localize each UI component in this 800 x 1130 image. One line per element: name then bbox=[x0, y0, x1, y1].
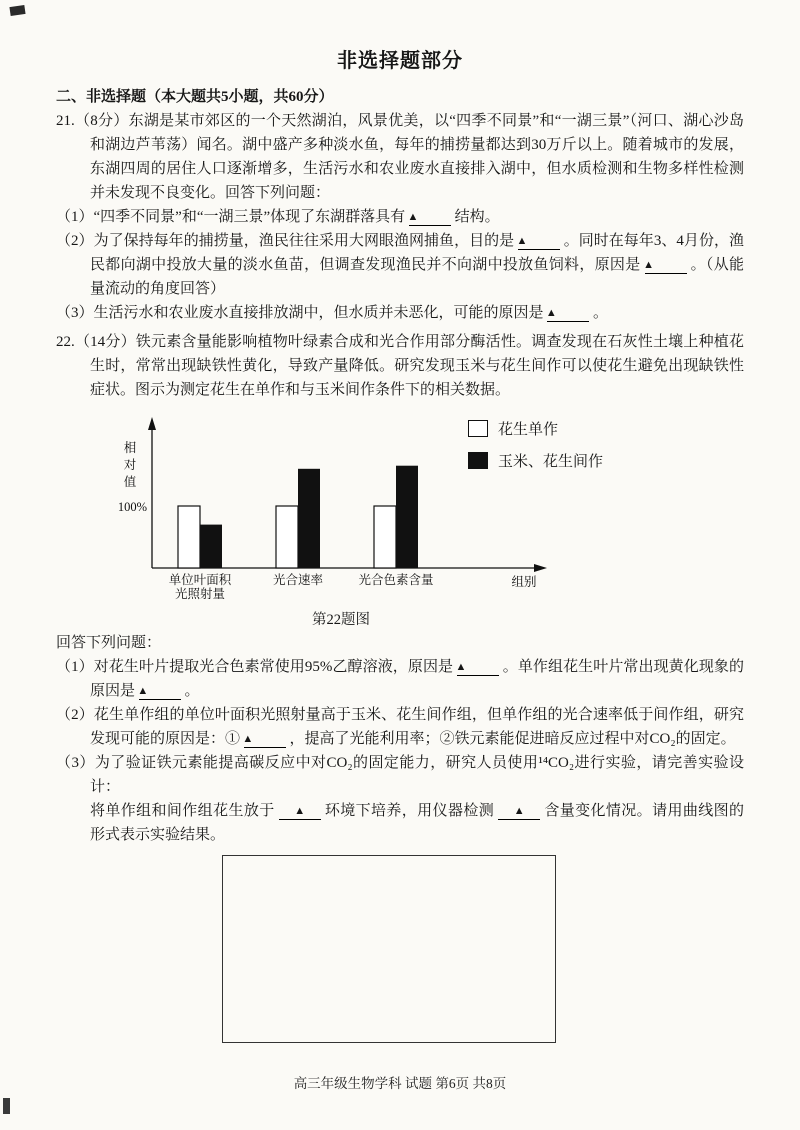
legend-item-monoculture bbox=[468, 418, 603, 439]
page-footer: 高三年级生物学科 试题 第6页 共8页 bbox=[293, 1076, 507, 1091]
category-label: 光合速率 bbox=[272, 573, 324, 587]
answer-blank[interactable]: ▲ bbox=[139, 684, 181, 700]
question-21-part1: （1）“四季不同景”和“一湖三景”体现了东湖群落具有 ▲ 结构。 bbox=[56, 209, 500, 225]
question-22-part2: （2）花生单作组的单位叶面积光照射量高于玉米、花生间作组，但单作组的光合速率低于间作组，研究发现可能的原因是：① ▲ ，提高了光能利用率；②铁元素能促进暗反应过程中对CO₂的固定。 bbox=[56, 707, 744, 747]
answer-blank[interactable]: ▲ bbox=[244, 732, 286, 748]
scan-mark-top-left bbox=[9, 5, 25, 16]
question-22-part3-detail: 将单作组和间作组花生放于 ▲ 环境下培养，用仪器检测 ▲ 含量变化情况。请用曲线图的形式表示实验结果。 bbox=[90, 803, 744, 843]
q22-answer-prompt: 回答下列问题： bbox=[56, 635, 162, 651]
answer-blank[interactable]: ▲ bbox=[547, 306, 589, 322]
bar-monoculture bbox=[178, 506, 200, 568]
y-tick-label: 100% bbox=[117, 500, 147, 514]
y-axis-label: 值 bbox=[123, 475, 137, 489]
category-label: 单位叶面积 bbox=[168, 573, 232, 587]
scan-mark-bottom-left bbox=[3, 1098, 10, 1114]
section-header: 二、非选择题（本大题共5小题，共60分） bbox=[56, 89, 334, 105]
legend-label-intercrop: 玉米、花生间作 bbox=[498, 454, 604, 470]
answer-blank[interactable]: ▲ bbox=[645, 258, 687, 274]
question-21-part3: （3）生活污水和农业废水直接排放湖中，但水质并未恶化，可能的原因是 ▲ 。 bbox=[56, 305, 609, 321]
chart-caption: 第22题图 bbox=[312, 612, 370, 628]
x-axis-arrow bbox=[534, 564, 547, 572]
bar-intercrop bbox=[396, 466, 418, 568]
y-axis-label: 相 bbox=[123, 441, 137, 455]
category-label: 光照射量 bbox=[174, 587, 226, 601]
legend-swatch-monoculture-icon bbox=[468, 420, 488, 437]
question-22-part3: （3）为了验证铁元素能提高碳反应中对CO₂的固定能力，研究人员使用¹⁴CO₂进行实验，请完善实验设计： bbox=[56, 755, 744, 795]
bar-intercrop bbox=[298, 469, 320, 568]
question-21-part2: （2）为了保持每年的捕捞量，渔民往往采用大网眼渔网捕鱼，目的是 ▲ 。同时在每年3、4月份，渔民都向湖中投放大量的淡水鱼苗，但调查发现渔民并不向湖中投放鱼饲料，原因是 ▲ 。（从能量流动的角度回答） bbox=[56, 233, 744, 297]
category-label: 光合色素含量 bbox=[358, 573, 434, 587]
bar-monoculture bbox=[374, 506, 396, 568]
answer-blank[interactable]: ▲ bbox=[457, 660, 499, 676]
question-22-part1: （1）对花生叶片提取光合色素常使用95%乙醇溶液，原因是 ▲ 。单作组花生叶片常出现黄化现象的原因是 ▲ 。 bbox=[56, 659, 744, 699]
chart-legend bbox=[468, 418, 603, 482]
answer-blank[interactable]: ▲ bbox=[279, 804, 321, 820]
legend-item-intercrop bbox=[468, 450, 603, 471]
answer-blank[interactable]: ▲ bbox=[498, 804, 540, 820]
bar-monoculture bbox=[276, 506, 298, 568]
answer-blank[interactable]: ▲ bbox=[518, 234, 560, 250]
legend-swatch-intercrop-icon bbox=[468, 452, 488, 469]
answer-blank[interactable]: ▲ bbox=[409, 210, 451, 226]
x-axis-end-label: 组别 bbox=[511, 575, 537, 589]
y-axis-label: 对 bbox=[123, 458, 137, 472]
question-22-stem: 22.（14分）铁元素含量能影响植物叶绿素合成和光合作用部分酶活性。调查发现在石灰性土壤上种植花生时，常常出现缺铁性黄化，导致产量降低。研究发现玉米与花生间作可以使花生避免出现缺铁性症状。图示为测定花生在单作和与玉米间作条件下的相关数据。 bbox=[56, 334, 744, 398]
q22-chart-figure bbox=[106, 410, 746, 629]
y-axis-arrow bbox=[148, 417, 156, 430]
question-21-stem: 21.（8分）东湖是某市郊区的一个天然湖泊，风景优美，以“四季不同景”和“一湖三景”（河口、湖心沙岛和湖边芦苇荡）闻名。湖中盛产多种淡水鱼，每年的捕捞量都达到30万斤以上。随着城市的发展，东湖四周的居住人口逐渐增多，生活污水和农业废水直接排入湖中，但水质检测和生物多样性检测并未发现不良变化。回答下列问题： bbox=[56, 113, 744, 201]
legend-label-monoculture: 花生单作 bbox=[498, 422, 559, 438]
bar-intercrop bbox=[200, 525, 222, 568]
page-title: 非选择题部分 bbox=[337, 50, 463, 72]
answer-drawing-box[interactable] bbox=[222, 855, 556, 1043]
